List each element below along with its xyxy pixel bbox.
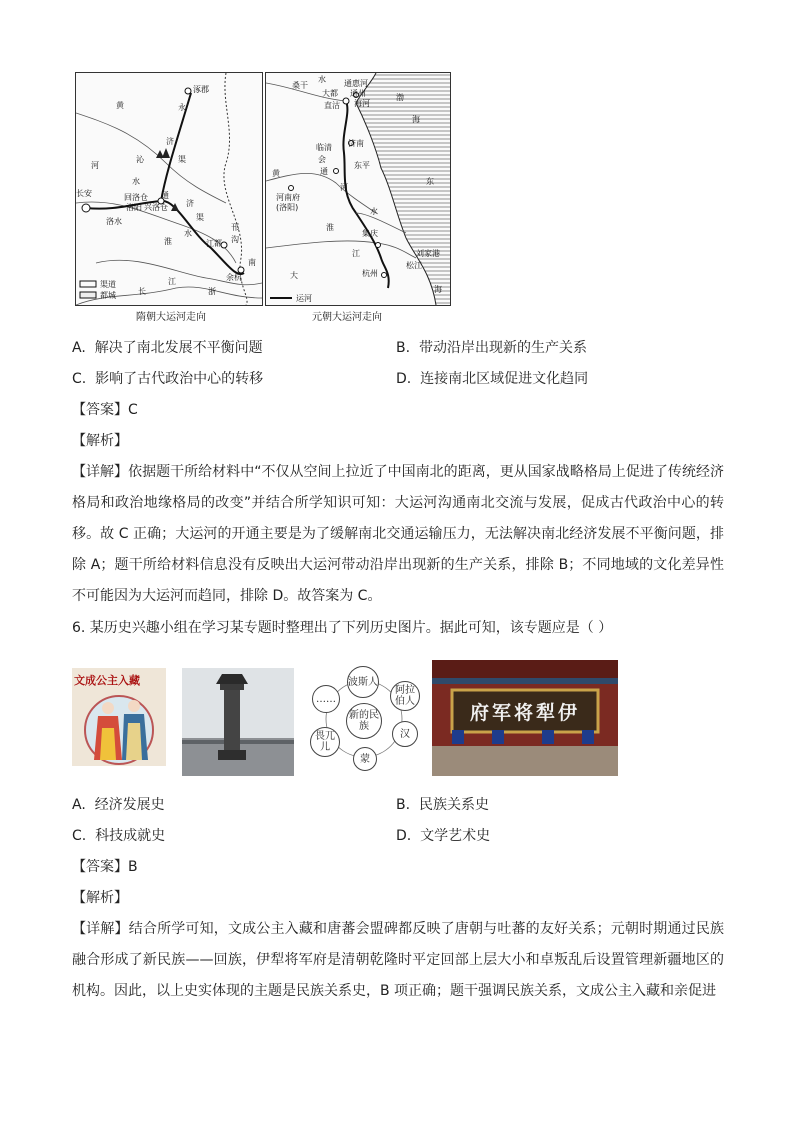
yuan-label-tongzhou: 通州 xyxy=(350,89,366,98)
q5-option-c-letter: C. xyxy=(72,371,87,387)
sui-label-qin: 沁 xyxy=(136,155,144,164)
yuan-label-haihe: 海河 xyxy=(354,99,370,108)
sui-label-xingluocang: 兴洛仓 xyxy=(144,203,168,212)
sui-label-qu2: 渠 xyxy=(178,155,186,164)
yuan-label-hangzhou: 杭州 xyxy=(362,269,378,278)
ethnic-fusion-diagram xyxy=(308,663,420,773)
sui-label-luoshui: 洛水 xyxy=(106,217,122,226)
circle-uyghur: 畏兀儿 xyxy=(310,727,340,757)
q5-option-c xyxy=(72,369,263,389)
yuan-label-shui2: 水 xyxy=(370,207,378,216)
wencheng-painting-title: 文成公主入藏 xyxy=(74,674,140,687)
sui-label-zhe: 浙 xyxy=(208,287,216,296)
sui-label-jiang: 江 xyxy=(168,277,176,286)
sui-legend-capital: 都城 xyxy=(100,291,116,300)
q6-option-a-text: 经济发展史 xyxy=(94,797,165,813)
circle-others: …… xyxy=(312,685,340,713)
yuan-label-linqing: 临清 xyxy=(316,143,332,152)
sui-label-changan: 长安 xyxy=(76,189,92,198)
tang-tibet-stele xyxy=(182,668,294,776)
yuan-label-da: 大 xyxy=(290,271,298,280)
circle-new-nation: 新的民族 xyxy=(346,703,382,739)
q6-option-d-letter: D. xyxy=(396,828,412,844)
yuan-label-henanfu: 河南府 xyxy=(276,193,300,202)
q5-option-a-letter: A. xyxy=(72,340,86,356)
q5-option-d-text: 连接南北区域促进文化趋同 xyxy=(420,371,589,387)
yuan-map-caption: 元朝大运河走向 xyxy=(312,312,382,323)
q6-option-d-text: 文学艺术史 xyxy=(420,828,491,844)
yuan-label-he: 河 xyxy=(340,183,348,192)
yuan-label-shui: 水 xyxy=(318,75,326,84)
yuan-canal-map xyxy=(265,72,451,306)
q6-option-b-letter: B. xyxy=(396,797,411,813)
q6-detail: 【详解】结合所学可知，文成公主入藏和唐蕃会盟碑都反映了唐朝与吐蕃的友好关系；元朝时期通过民族融合形成了新民族——回族，伊犁将军府是清朝乾隆时平定回部上层大小和卓叛乱后设置管理新疆地区的机构。因此，以上史实体现的主题是民族关系史，B 项正确；题干强调民族关系，文成公主入藏和亲促进 xyxy=(72,921,724,999)
q5-option-b-text: 带动沿岸出现新的生产关系 xyxy=(418,340,587,356)
sui-canal-map xyxy=(75,72,263,306)
q5-analysis-label: 【解析】 xyxy=(72,433,128,449)
q5-option-c-text: 影响了古代政治中心的转移 xyxy=(95,371,264,387)
yuan-label-liujiagang: 刘家港 xyxy=(416,249,440,258)
mansion-plaque-text: 伊犁将军府 xyxy=(469,702,580,724)
sui-map-drawing xyxy=(76,73,262,305)
sui-label-ji2: 济 xyxy=(186,199,194,208)
yuan-label-songjiang: 松江 xyxy=(406,261,422,270)
sui-label-he: 河 xyxy=(91,161,99,170)
ili-general-mansion-photo xyxy=(432,660,618,776)
sui-label-yong: 永 xyxy=(178,103,186,112)
sui-label-chang: 长 xyxy=(138,287,146,296)
circle-han: 汉 xyxy=(392,721,418,747)
yuan-label-jiang: 江 xyxy=(352,249,360,258)
yuan-label-luoyang: (洛阳) xyxy=(276,203,299,212)
yuan-label-jiqing: 集庆 xyxy=(362,229,378,238)
sui-label-gou: 沟 xyxy=(231,235,239,244)
sui-label-han: 邗 xyxy=(231,223,239,232)
q6-answer: 【答案】B xyxy=(72,859,138,875)
q5-answer: 【答案】C xyxy=(72,402,138,418)
circle-mongol: 蒙 xyxy=(353,747,377,771)
sui-label-zhuojun: 涿郡 xyxy=(193,85,209,94)
wencheng-painting xyxy=(72,668,166,766)
yuan-label-hai2: 海 xyxy=(434,285,442,294)
sui-label-yuhang: 余杭 xyxy=(226,273,242,282)
sui-label-huang: 黄 xyxy=(116,101,124,110)
sui-label-shui: 水 xyxy=(132,177,140,186)
sui-label-luoyang: 洛阳 xyxy=(126,203,142,212)
yuan-label-dongping: 东平 xyxy=(354,161,370,170)
yuan-label-jinan: 济南 xyxy=(348,139,364,148)
yuan-label-hui: 会 xyxy=(318,155,326,164)
q6-option-c xyxy=(72,826,165,846)
yuan-label-huai: 淮 xyxy=(326,223,334,232)
q6-option-c-letter: C. xyxy=(72,828,87,844)
circle-arabs: 阿拉伯人 xyxy=(390,681,420,711)
q5-option-d xyxy=(396,369,588,389)
q5-detail: 【详解】依据题干所给材料中“不仅从空间上拉近了中国南北的距离，更从国家战略格局上促进了传统经济格局和政治地缘格局的改变”并结合所学知识可知：大运河沟通南北交流与发展，促成古代政治中心的转移。故 C 正确；大运河的开通主要是为了缓解南北交通运输压力，无法解决南北经济发展不平衡问题，排除 A；题干所给材料信息没有反映出大运河带动沿岸出现新的生产关系，排除 B；不同地域的文化差异性不可能因为大运河而趋同，排除 D。故答案为 C。 xyxy=(72,464,724,604)
q6-option-b xyxy=(396,795,489,815)
yuan-label-hai: 海 xyxy=(412,115,420,124)
sui-legend-canal: 渠道 xyxy=(100,280,116,289)
sui-label-tong: 通 xyxy=(161,191,169,200)
yuan-label-tong: 通 xyxy=(320,167,328,176)
yuan-label-sanggan: 桑干 xyxy=(292,81,308,90)
q6-option-a xyxy=(72,795,165,815)
yuan-legend-canal: 运河 xyxy=(296,294,312,303)
stele-drawing xyxy=(182,668,294,776)
sui-label-nan: 南 xyxy=(248,258,256,267)
q6-stem: 6. 某历史兴趣小组在学习某专题时整理出了下列历史图片。据此可知，该专题应是（ ） xyxy=(72,620,613,636)
q6-option-a-letter: A. xyxy=(72,797,86,813)
circle-persians: 波斯人 xyxy=(347,666,379,698)
q6-analysis-label: 【解析】 xyxy=(72,890,128,906)
yuan-label-tonghuihe: 通惠河 xyxy=(344,79,368,88)
sui-label-ji: 济 xyxy=(166,137,174,146)
q6-option-b-text: 民族关系史 xyxy=(418,797,489,813)
q5-option-b xyxy=(396,338,587,358)
yuan-label-huang: 黄 xyxy=(272,169,280,178)
yuan-label-dadu: 大都 xyxy=(322,89,338,98)
q5-option-a-text: 解决了南北发展不平衡问题 xyxy=(94,340,263,356)
q6-option-d xyxy=(396,826,490,846)
yuan-label-zhigu: 直沽 xyxy=(324,101,340,110)
q5-option-d-letter: D. xyxy=(396,371,412,387)
sui-label-qu: 渠 xyxy=(196,213,204,222)
q5-option-a xyxy=(72,338,263,358)
yuan-label-dong: 东 xyxy=(426,177,434,186)
yuan-label-bo: 渤 xyxy=(396,93,404,102)
sui-label-huai: 淮 xyxy=(164,237,172,246)
q5-option-b-letter: B. xyxy=(396,340,411,356)
q6-option-c-text: 科技成就史 xyxy=(95,828,166,844)
wencheng-figures xyxy=(72,668,166,766)
sui-label-shui2: 水 xyxy=(184,229,192,238)
sui-label-jiangdu: 江都 xyxy=(206,239,222,248)
sui-map-caption: 隋朝大运河走向 xyxy=(136,312,206,323)
sui-label-huiluocang: 回洛仓 xyxy=(124,193,148,202)
